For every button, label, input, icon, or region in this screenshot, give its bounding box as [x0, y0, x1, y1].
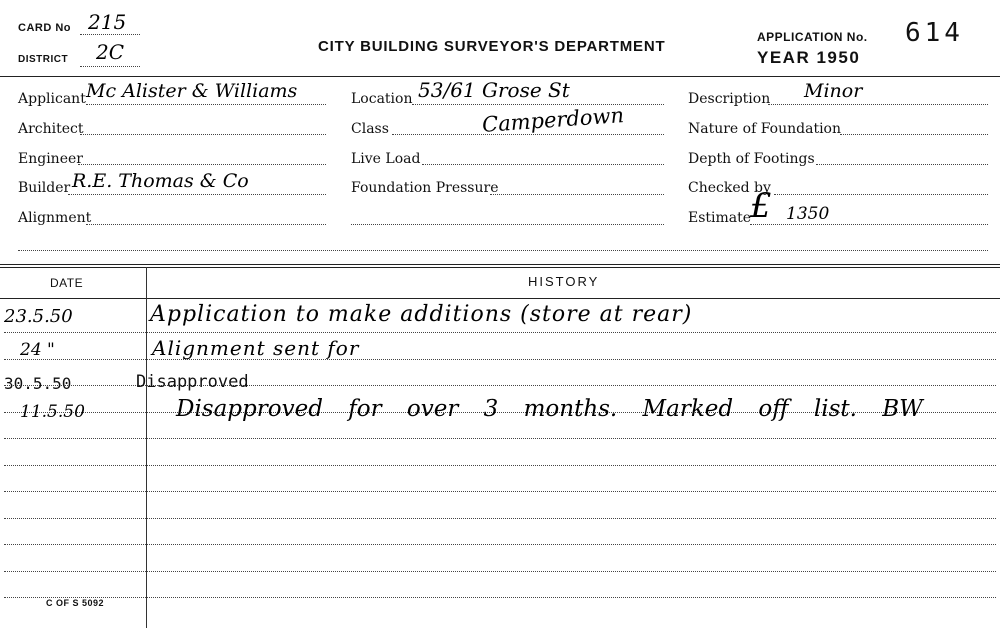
architect-label: Architect: [18, 121, 84, 137]
history-row-3-date: 30.5.50: [4, 374, 72, 393]
history-ruled-line: [4, 597, 996, 598]
history-row-4-text: Disapproved for over 3 months. Marked off list. BW: [176, 396, 923, 422]
builder-value: R.E. Thomas & Co: [72, 170, 249, 192]
estimate-currency: £: [750, 186, 772, 226]
history-ruled-line: [4, 438, 996, 439]
year-label: YEAR 1950: [757, 48, 861, 67]
nature-of-foundation-label: Nature of Foundation: [688, 121, 841, 137]
location-label: Location: [351, 91, 413, 107]
district-value: 2C: [96, 40, 125, 64]
estimate-value: 1350: [786, 204, 830, 224]
application-label: APPLICATION No.: [757, 30, 868, 44]
history-ruled-line: [4, 332, 996, 333]
history-column-header: HISTORY: [528, 274, 600, 289]
class-value: Camperdown: [481, 103, 625, 137]
description-label: Description: [688, 91, 771, 107]
description-value: Minor: [804, 80, 863, 102]
history-ruled-line: [4, 518, 996, 519]
history-ruled-line: [4, 571, 996, 572]
history-ruled-line: [4, 465, 996, 466]
location-value: 53/61 Grose St: [418, 78, 570, 102]
alignment-label: Alignment: [18, 210, 92, 226]
engineer-label: Engineer: [18, 151, 83, 167]
history-row-2-text: Alignment sent for: [152, 336, 360, 360]
card-no-label: CARD No: [18, 22, 71, 34]
history-ruled-line: [4, 491, 996, 492]
history-row-4-date: 11.5.50: [20, 402, 85, 422]
history-row-1-date: 23.5.50: [4, 306, 73, 327]
district-label: DISTRICT: [18, 54, 69, 65]
department-title: CITY BUILDING SURVEYOR'S DEPARTMENT: [318, 38, 666, 55]
builder-label: Builder: [18, 180, 71, 196]
checked-by-label: Checked by: [688, 180, 771, 196]
history-row-1-text: Application to make additions (store at rear): [150, 302, 693, 327]
application-value: 614: [905, 18, 964, 48]
depth-of-footings-label: Depth of Footings: [688, 151, 815, 167]
estimate-label: Estimate: [688, 210, 752, 226]
applicant-value: Mc Alister & Williams: [86, 80, 298, 102]
foundation-pressure-label: Foundation Pressure: [351, 180, 499, 196]
form-code: C OF S 5092: [46, 598, 105, 608]
history-row-2-date: 24 ": [20, 340, 55, 360]
class-label: Class: [351, 121, 389, 137]
card-no-value: 215: [88, 10, 127, 34]
history-ruled-line: [4, 544, 996, 545]
applicant-label: Applicant: [18, 91, 86, 107]
live-load-label: Live Load: [351, 151, 421, 167]
date-column-header: DATE: [50, 276, 84, 290]
history-row-3-text: Disapproved: [136, 372, 249, 392]
